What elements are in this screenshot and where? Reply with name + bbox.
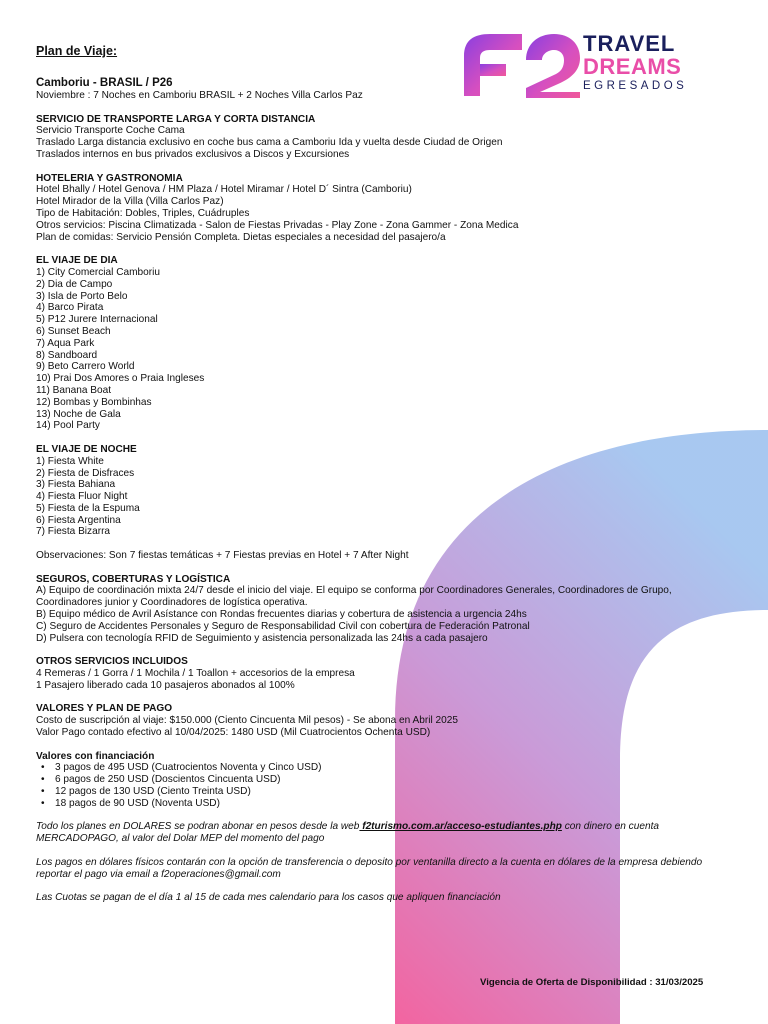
document-body: [36, 44, 736, 904]
day-trip-item: 3) Isla de Porto Belo: [36, 290, 128, 302]
brand-wordmark: [583, 33, 687, 93]
day-trip-item: 1) City Comercial Camboriu: [36, 266, 160, 278]
insurance-line: D) Pulsera con tecnología RFID de Seguimiento y asistencia personalizada las 24hs a cada pasajero: [36, 632, 488, 644]
note-pesos-text: Todo los planes en DOLARES se podran abonar en pesos desde la web: [36, 821, 360, 833]
other-services-line: 4 Remeras / 1 Gorra / 1 Mochila / 1 Toallon + accesorios de la empresa: [36, 668, 355, 680]
offer-validity: Vigencia de Oferta de Disponibilidad : 31/03/2025: [480, 977, 704, 988]
day-trip-item: 13) Noche de Gala: [36, 408, 121, 420]
page-title: Plan de Viaje:: [36, 44, 118, 58]
financing-option: • 3 pagos de 495 USD (Cuatrocientos Noventa y Cinco USD): [41, 762, 736, 774]
night-trip-item: 7) Fiesta Bizarra: [36, 526, 111, 538]
insurance-line: C) Seguro de Accidentes Personales y Seguro de Responsabilidad Civil con cobertura de Federación Patronal: [36, 620, 530, 632]
transport-line: Traslados internos en bus privados exclusivos a Discos y Excursiones: [36, 148, 350, 160]
hotel-line: Otros servicios: Piscina Climatizada - Salon de Fiestas Privadas - Play Zone - Zona Gammer - Zona Medica: [36, 219, 519, 231]
note-pesos-text-end: con dinero en cuenta MERCADOPAGO, al valor del Dolar MEP del momento del pago: [36, 821, 659, 845]
hotel-line: Tipo de Habitación: Dobles, Triples, Cuádruples: [36, 207, 250, 219]
other-services-line: 1 Pasajero liberado cada 10 pasajeros abonados al 100%: [36, 679, 295, 691]
financing-heading: Valores con financiación: [36, 750, 155, 762]
hotel-line: Plan de comidas: Servicio Pensión Completa. Dietas especiales a necesidad del pasajero/a: [36, 231, 446, 243]
other-services-heading: OTROS SERVICIOS INCLUIDOS: [36, 656, 188, 668]
day-trip-item: 4) Barco Pirata: [36, 302, 104, 314]
payment-line: Costo de suscripción al viaje: $150.000 (Ciento Cincuenta Mil pesos) - Se abona en Abril 2025: [36, 715, 458, 727]
day-trip-item: 5) P12 Jurere Internacional: [36, 314, 158, 326]
hotel-heading: HOTELERIA Y GASTRONOMIA: [36, 172, 183, 184]
day-trip-item: 2) Dia de Campo: [36, 278, 113, 290]
hotel-line: Hotel Bhally / Hotel Genova / HM Plaza / Hotel Miramar / Hotel D´ Sintra (Camboriu): [36, 184, 412, 196]
brand-word-travel: TRAVEL: [583, 31, 676, 56]
trip-summary: Noviembre : 7 Noches en Camboriu BRASIL + 2 Noches Villa Carlos Paz: [36, 90, 363, 101]
payment-heading: VALORES Y PLAN DE PAGO: [36, 703, 173, 715]
insurance-line: A) Equipo de coordinación mixta 24/7 desde el inicio del viaje. El equipo se conforma por Coordinadores Generales, Coordinadores de Grupo, Coordinadores junior y Coordinadores de logística operativa.: [36, 585, 672, 609]
night-trip-item: 6) Fiesta Argentina: [36, 514, 121, 526]
day-trip-item: 14) Pool Party: [36, 420, 100, 432]
night-trip-item: 1) Fiesta White: [36, 455, 104, 467]
financing-option: • 18 pagos de 90 USD (Noventa USD): [41, 798, 736, 810]
note-dollar-payment: Los pagos en dólares físicos contarán con la opción de transferencia o deposito por ventanilla directo a la cuenta en dólares de la empresa debiendo reportar el pago via email a f2operaciones@gmail.com: [36, 856, 703, 880]
day-trip-item: 12) Bombas y Bombinhas: [36, 396, 152, 408]
brand-word-egresados: EGRESADOS: [583, 80, 688, 92]
brand-word-dreams: DREAMS: [583, 54, 682, 79]
night-trip-item: 3) Fiesta Bahiana: [36, 479, 116, 491]
student-access-link[interactable]: f2turismo.com.ar/acceso-estudiantes.php: [359, 821, 562, 833]
insurance-heading: SEGUROS, COBERTURAS Y LOGÍSTICA: [36, 573, 231, 585]
payment-line: Valor Pago contado efectivo al 10/04/2025: 1480 USD (Mil Cuatrocientos Ochenta USD): [36, 727, 431, 739]
observations-text: Observaciones: Son 7 fiestas temáticas + 7 Fiestas previas en Hotel + 7 After Night: [36, 550, 409, 562]
insurance-line: B) Equipo médico de Avril Asístance con Rondas frecuentes diarias y cobertura de asistencia a urgencia 24hs: [36, 609, 527, 621]
transport-line: Servicio Transporte Coche Cama: [36, 125, 185, 137]
day-trip-item: 7) Aqua Park: [36, 337, 95, 349]
transport-line: Traslado Larga distancia exclusivo en coche bus cama a Camboriu Ida y vuelta desde Ciudad de Origen: [36, 137, 503, 149]
day-trip-item: 8) Sandboard: [36, 349, 98, 361]
day-trip-item: 9) Beto Carrero World: [36, 361, 135, 373]
night-trip-heading: EL VIAJE DE NOCHE: [36, 443, 137, 455]
day-trip-item: 10) Prai Dos Amores o Praia Ingleses: [36, 373, 205, 385]
day-trip-item: 11) Banana Boat: [36, 384, 112, 396]
transport-heading: SERVICIO DE TRANSPORTE LARGA Y CORTA DISTANCIA: [36, 113, 316, 125]
note-installments: Las Cuotas se pagan de el día 1 al 15 de cada mes calendario para los casos que apliquen financiación: [36, 892, 501, 904]
night-trip-item: 2) Fiesta de Disfraces: [36, 467, 135, 479]
financing-option: • 6 pagos de 250 USD (Doscientos Cincuenta USD): [41, 774, 736, 786]
night-trip-item: 4) Fiesta Fluor Night: [36, 491, 128, 503]
day-trip-item: 6) Sunset Beach: [36, 325, 111, 337]
day-trip-heading: EL VIAJE DE DIA: [36, 255, 118, 267]
hotel-line: Hotel Mirador de la Villa (Villa Carlos Paz): [36, 196, 224, 208]
night-trip-item: 5) Fiesta de la Espuma: [36, 502, 140, 514]
financing-list: [36, 762, 736, 809]
financing-option: • 12 pagos de 130 USD (Ciento Treinta USD): [41, 786, 736, 798]
note-pesos-payment: [36, 821, 736, 845]
destination-heading: Camboriu - BRASIL / P26: [36, 77, 173, 89]
